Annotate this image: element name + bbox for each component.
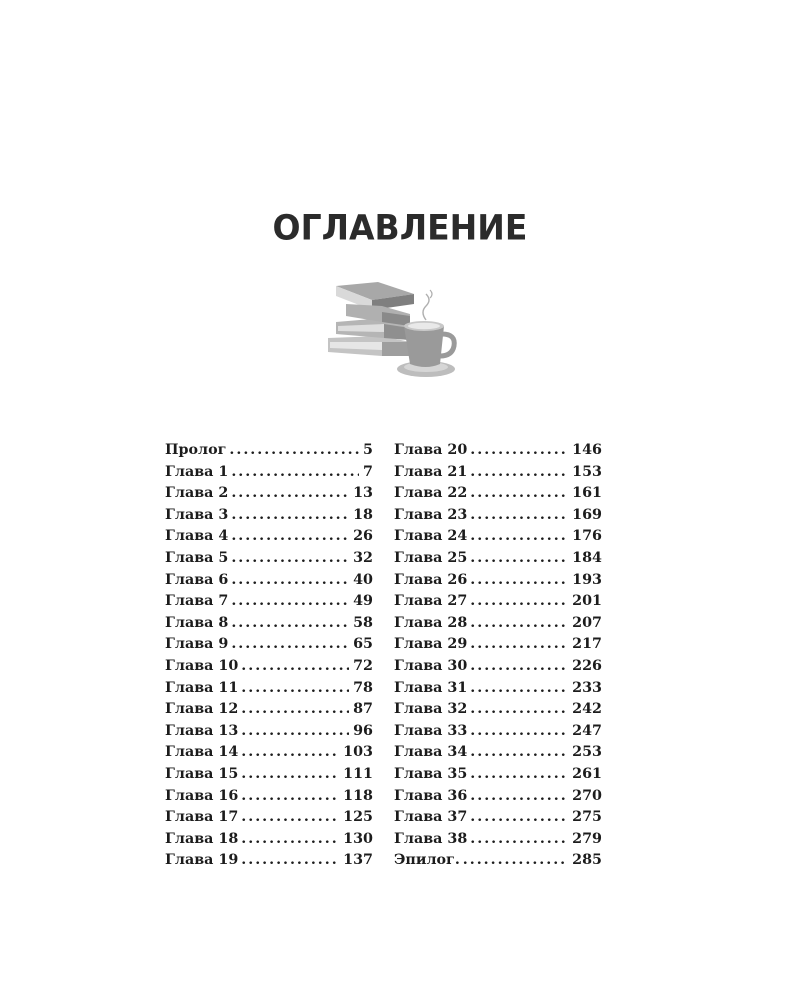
toc-page-number: 153 bbox=[572, 463, 602, 480]
toc-label: Глава 21 bbox=[394, 463, 468, 480]
toc-entry[interactable] bbox=[394, 678, 602, 700]
toc-leader bbox=[470, 699, 568, 721]
toc-leader bbox=[470, 462, 568, 484]
toc-page-number: 184 bbox=[572, 549, 602, 566]
toc-label: Глава 7 bbox=[165, 593, 229, 610]
toc-entry[interactable] bbox=[165, 570, 373, 592]
toc-label: Глава 29 bbox=[394, 636, 468, 653]
toc-label: Глава 3 bbox=[165, 506, 229, 523]
toc-page-number: 226 bbox=[572, 657, 602, 674]
toc-label: Глава 11 bbox=[165, 679, 239, 696]
toc-leader bbox=[241, 850, 339, 872]
toc-entry[interactable] bbox=[165, 850, 373, 872]
toc-entry[interactable] bbox=[394, 483, 602, 505]
page-title: ОГЛАВЛЕНИЕ bbox=[272, 207, 528, 248]
toc-leader bbox=[470, 656, 568, 678]
toc-entry[interactable] bbox=[394, 699, 602, 721]
toc-leader bbox=[470, 721, 568, 743]
toc-entry[interactable] bbox=[394, 440, 602, 462]
toc-label: Пролог bbox=[165, 442, 227, 458]
toc-leader bbox=[231, 613, 349, 635]
toc-label: Глава 23 bbox=[394, 506, 468, 523]
toc-leader bbox=[470, 829, 568, 851]
toc-entry[interactable] bbox=[394, 526, 602, 548]
toc-label: Глава 9 bbox=[165, 636, 229, 653]
books-and-cup-icon bbox=[322, 276, 462, 382]
toc-leader bbox=[470, 483, 568, 505]
toc-page-number: 130 bbox=[343, 830, 373, 847]
toc-label: Глава 28 bbox=[394, 614, 468, 631]
toc-leader bbox=[241, 786, 339, 808]
toc-entry[interactable] bbox=[394, 721, 602, 743]
toc-leader bbox=[231, 591, 349, 613]
toc-label: Глава 33 bbox=[394, 722, 468, 739]
toc-page-number: 5 bbox=[363, 442, 373, 458]
toc-leader bbox=[241, 678, 349, 700]
toc-entry[interactable] bbox=[165, 613, 373, 635]
toc-page-number: 96 bbox=[353, 722, 373, 739]
toc-entry[interactable] bbox=[394, 548, 602, 570]
toc-entry[interactable] bbox=[394, 829, 602, 851]
toc-entry[interactable] bbox=[394, 807, 602, 829]
toc-label: Глава 37 bbox=[394, 809, 468, 826]
toc-label: Глава 1 bbox=[165, 463, 229, 480]
toc-entry[interactable] bbox=[165, 786, 373, 808]
toc-label: Глава 17 bbox=[165, 809, 239, 826]
toc-label: Глава 27 bbox=[394, 593, 468, 610]
toc-page-number: 125 bbox=[343, 809, 373, 826]
toc-entry[interactable] bbox=[165, 807, 373, 829]
toc-page-number: 13 bbox=[353, 485, 373, 502]
toc-label: Глава 24 bbox=[394, 528, 468, 545]
toc-leader bbox=[470, 591, 568, 613]
toc-page-number: 161 bbox=[572, 485, 602, 502]
toc-entry[interactable] bbox=[165, 656, 373, 678]
toc-label: Глава 13 bbox=[165, 722, 239, 739]
toc-leader bbox=[463, 850, 568, 872]
toc-label: Глава 12 bbox=[165, 701, 239, 718]
toc-label: Глава 14 bbox=[165, 744, 239, 761]
toc-page-number: 242 bbox=[572, 701, 602, 718]
toc-label: Глава 35 bbox=[394, 765, 468, 782]
toc-label: Глава 16 bbox=[165, 787, 239, 804]
toc-entry[interactable] bbox=[165, 764, 373, 786]
toc-label: Глава 25 bbox=[394, 549, 468, 566]
toc-label: Глава 26 bbox=[394, 571, 468, 588]
toc-label: Глава 2 bbox=[165, 485, 229, 502]
toc-page-number: 169 bbox=[572, 506, 602, 523]
toc-label: Глава 18 bbox=[165, 830, 239, 847]
toc-page-number: 32 bbox=[353, 549, 373, 566]
toc-label: Глава 22 bbox=[394, 485, 468, 502]
toc-column-right bbox=[394, 440, 602, 872]
toc-entry[interactable] bbox=[165, 829, 373, 851]
toc-label: Глава 30 bbox=[394, 657, 468, 674]
toc-entry[interactable] bbox=[165, 634, 373, 656]
toc-entry[interactable] bbox=[165, 699, 373, 721]
toc-entry[interactable] bbox=[165, 721, 373, 743]
toc-page-number: 103 bbox=[343, 744, 373, 761]
toc-leader bbox=[241, 742, 339, 764]
toc-page-number: 58 bbox=[353, 614, 373, 631]
toc-entry[interactable] bbox=[165, 591, 373, 613]
toc-label: Глава 31 bbox=[394, 679, 468, 696]
toc-leader bbox=[470, 548, 568, 570]
toc-page-number: 87 bbox=[353, 701, 373, 718]
toc-leader bbox=[231, 526, 349, 548]
toc-column-left bbox=[165, 440, 373, 872]
toc-page-number: 146 bbox=[572, 442, 602, 458]
toc-page-number: 270 bbox=[572, 787, 602, 804]
toc-leader bbox=[470, 526, 568, 548]
toc-label: Глава 15 bbox=[165, 765, 239, 782]
toc-entry[interactable] bbox=[394, 570, 602, 592]
toc-page-number: 65 bbox=[353, 636, 373, 653]
toc-page-number: 176 bbox=[572, 528, 602, 545]
toc-entry[interactable] bbox=[394, 764, 602, 786]
toc-entry[interactable] bbox=[165, 505, 373, 527]
toc-page-number: 49 bbox=[353, 593, 373, 610]
toc-label: Глава 4 bbox=[165, 528, 229, 545]
toc-leader bbox=[231, 462, 359, 484]
toc-page-number: 7 bbox=[363, 463, 373, 480]
toc-page-number: 137 bbox=[343, 852, 373, 869]
toc-entry[interactable] bbox=[394, 505, 602, 527]
toc-leader bbox=[470, 742, 568, 764]
toc-label: Глава 34 bbox=[394, 744, 468, 761]
toc-entry[interactable] bbox=[165, 440, 373, 462]
toc-page-number: 78 bbox=[353, 679, 373, 696]
toc-entry[interactable] bbox=[394, 613, 602, 635]
toc-label: Глава 32 bbox=[394, 701, 468, 718]
toc-leader bbox=[231, 505, 349, 527]
toc-page-number: 207 bbox=[572, 614, 602, 631]
toc-entry[interactable] bbox=[394, 634, 602, 656]
toc-label: Глава 5 bbox=[165, 549, 229, 566]
toc-leader bbox=[470, 613, 568, 635]
toc-label: Глава 8 bbox=[165, 614, 229, 631]
toc-page-number: 26 bbox=[353, 528, 373, 545]
toc-leader bbox=[241, 721, 349, 743]
toc-entry[interactable] bbox=[394, 850, 602, 872]
toc-label: Глава 36 bbox=[394, 787, 468, 804]
toc-leader bbox=[231, 634, 349, 656]
toc-entry[interactable] bbox=[165, 742, 373, 764]
toc-leader bbox=[241, 656, 349, 678]
toc-entry[interactable] bbox=[394, 742, 602, 764]
toc-leader bbox=[470, 440, 568, 462]
toc-leader bbox=[231, 548, 349, 570]
toc-entry[interactable] bbox=[394, 462, 602, 484]
toc-entry[interactable] bbox=[394, 656, 602, 678]
toc-entry[interactable] bbox=[165, 548, 373, 570]
toc-leader bbox=[470, 786, 568, 808]
toc-page-number: 40 bbox=[353, 571, 373, 588]
toc-leader bbox=[231, 570, 349, 592]
toc-leader bbox=[470, 807, 568, 829]
toc-leader bbox=[241, 699, 349, 721]
toc-leader bbox=[470, 570, 568, 592]
toc-page-number: 233 bbox=[572, 679, 602, 696]
toc-page-number: 285 bbox=[572, 852, 602, 869]
toc-page-number: 72 bbox=[353, 657, 373, 674]
toc-page-number: 111 bbox=[343, 765, 373, 782]
toc-page-number: 18 bbox=[353, 506, 373, 523]
toc-label: Глава 19 bbox=[165, 852, 239, 869]
toc-label: Глава 10 bbox=[165, 657, 239, 674]
toc-page-number: 253 bbox=[572, 744, 602, 761]
toc-page-number: 193 bbox=[572, 571, 602, 588]
toc-leader bbox=[470, 505, 568, 527]
toc-entry[interactable] bbox=[394, 591, 602, 613]
toc-page-number: 261 bbox=[572, 765, 602, 782]
toc-leader bbox=[470, 764, 568, 786]
toc-leader bbox=[470, 634, 568, 656]
toc-entry[interactable] bbox=[394, 786, 602, 808]
toc-leader bbox=[241, 807, 339, 829]
toc-label: Глава 6 bbox=[165, 571, 229, 588]
toc-leader bbox=[241, 829, 339, 851]
toc-label: Глава 38 bbox=[394, 830, 468, 847]
toc-page-number: 247 bbox=[572, 722, 602, 739]
toc-entry[interactable] bbox=[165, 462, 373, 484]
toc-entry[interactable] bbox=[165, 678, 373, 700]
toc-page-number: 201 bbox=[572, 593, 602, 610]
toc-page-number: 217 bbox=[572, 636, 602, 653]
toc-leader bbox=[470, 678, 568, 700]
toc-leader bbox=[241, 764, 339, 786]
toc-page-number: 279 bbox=[572, 830, 602, 847]
toc-page-number: 118 bbox=[343, 787, 373, 804]
toc-label: Глава 20 bbox=[394, 442, 468, 458]
toc-label: Эпилог. bbox=[394, 852, 460, 869]
toc-leader bbox=[231, 483, 349, 505]
toc-entry[interactable] bbox=[165, 526, 373, 548]
toc-entry[interactable] bbox=[165, 483, 373, 505]
toc-leader bbox=[229, 440, 359, 462]
toc-page-number: 275 bbox=[572, 809, 602, 826]
